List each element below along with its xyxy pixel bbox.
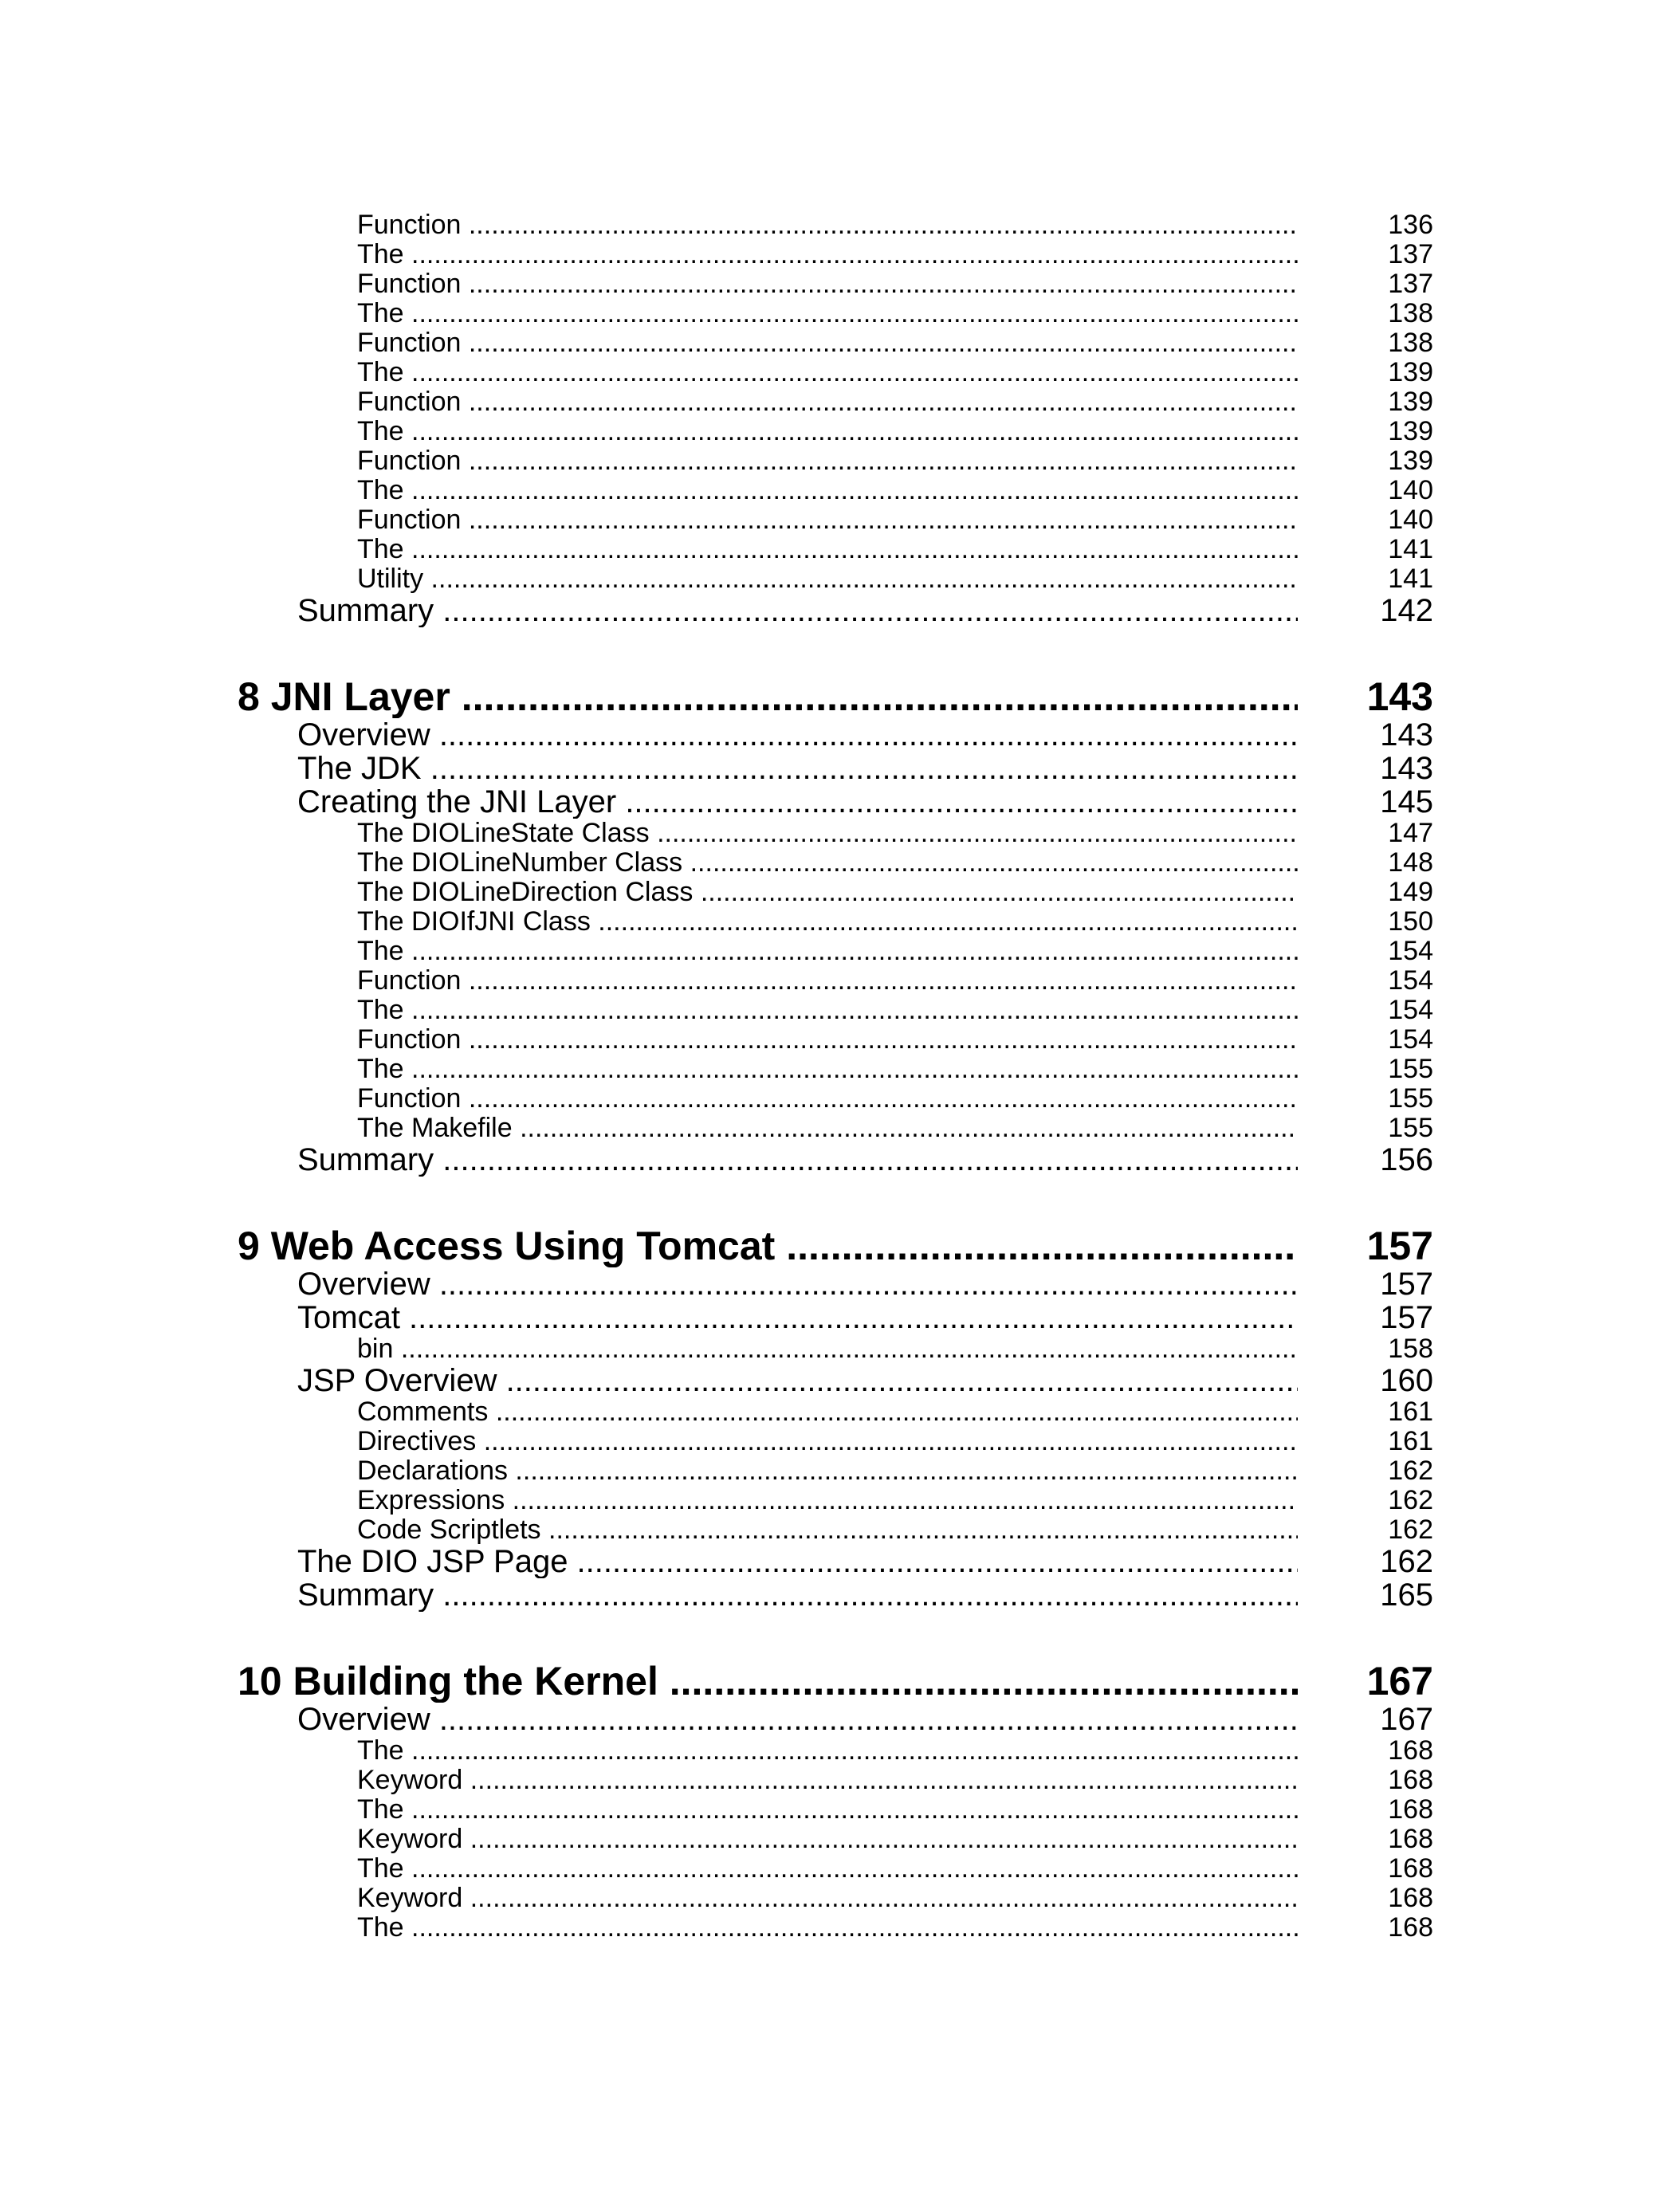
toc-subsection-entry[interactable]: [238, 269, 1433, 299]
toc-entry-page-number: 168: [1388, 1824, 1433, 1854]
toc-entry-title: Expressions .....: [357, 1486, 1298, 1515]
toc-entry-title: The DIOLineDirection Class .....: [357, 878, 1298, 907]
toc-entry-title: 10 Building the Kernel .....: [238, 1660, 1298, 1703]
toc-entry-page-number: 155: [1388, 1113, 1433, 1143]
toc-entry-title: Function .....: [357, 328, 1298, 358]
toc-subsection-entry[interactable]: [238, 1055, 1433, 1084]
toc-entry-page-number: 160: [1380, 1363, 1433, 1398]
toc-entry-title: Utility .....: [357, 564, 1298, 594]
toc-entry-title: Overview .....: [297, 1703, 1298, 1736]
toc-entry-page-number: 148: [1388, 847, 1433, 878]
toc-subsection-entry[interactable]: [238, 564, 1433, 594]
toc-subsection-entry[interactable]: [238, 1884, 1433, 1913]
toc-entry-title: The .....: [357, 1913, 1298, 1943]
toc-subsection-entry[interactable]: [238, 1486, 1433, 1515]
toc-subsection-entry[interactable]: [238, 1427, 1433, 1456]
toc-entry-title: Function .....: [357, 210, 1298, 240]
toc-entry-page-number: 149: [1388, 877, 1433, 907]
toc-entry-page-number: 157: [1380, 1300, 1433, 1335]
toc-entry-title: Keyword .....: [357, 1884, 1298, 1913]
toc-section-entry[interactable]: [238, 1143, 1433, 1177]
toc-entry-page-number: 141: [1388, 564, 1433, 594]
toc-entry-page-number: 139: [1388, 446, 1433, 476]
toc-entry-title: Function .....: [357, 1084, 1298, 1114]
toc-entry-page-number: 168: [1388, 1883, 1433, 1913]
toc-subsection-entry[interactable]: [238, 240, 1433, 269]
toc-entry-page-number: 168: [1388, 1765, 1433, 1795]
toc-entry-page-number: 143: [1380, 751, 1433, 786]
toc-entry-page-number: 138: [1388, 298, 1433, 328]
toc-entry-title: bin .....: [357, 1334, 1298, 1364]
toc-section-entry[interactable]: [238, 1703, 1433, 1736]
toc-entry-title: The DIOLineNumber Class .....: [357, 848, 1298, 878]
toc-entry-page-number: 168: [1388, 1853, 1433, 1884]
toc-entry-title: Creating the JNI Layer .....: [297, 785, 1298, 819]
toc-entry-page-number: 145: [1380, 784, 1433, 819]
toc-subsection-entry[interactable]: [238, 358, 1433, 387]
toc-entry-title: The .....: [357, 358, 1298, 387]
toc-section-entry[interactable]: [238, 594, 1433, 627]
toc-subsection-entry[interactable]: [238, 1825, 1433, 1854]
toc-entry-page-number: 158: [1388, 1334, 1433, 1364]
toc-chapter-entry[interactable]: [238, 675, 1433, 718]
toc-entry-title: Declarations .....: [357, 1456, 1298, 1486]
toc-entry-page-number: 154: [1388, 936, 1433, 966]
toc-section-entry[interactable]: [238, 785, 1433, 819]
toc-entry-title: The .....: [357, 937, 1298, 966]
toc-entry-title: Summary .....: [297, 1143, 1298, 1177]
toc-entry-title: The .....: [357, 535, 1298, 564]
toc-entry-page-number: 140: [1388, 505, 1433, 535]
toc-entry-page-number: 154: [1388, 965, 1433, 996]
toc-entry-title: Function .....: [357, 1025, 1298, 1055]
toc-subsection-entry[interactable]: [238, 476, 1433, 505]
toc-entry-title: Keyword .....: [357, 1825, 1298, 1854]
toc-chapter-entry[interactable]: [238, 1660, 1433, 1703]
toc-entry-title: Comments .....: [357, 1397, 1298, 1427]
toc-entry-page-number: 140: [1388, 475, 1433, 505]
toc-entry-page-number: 168: [1388, 1735, 1433, 1766]
toc-entry-page-number: 139: [1388, 416, 1433, 446]
toc-entry-title: Directives .....: [357, 1427, 1298, 1456]
toc-entry-page-number: 161: [1388, 1426, 1433, 1456]
toc-entry-page-number: 157: [1366, 1224, 1433, 1268]
toc-entry-page-number: 138: [1388, 328, 1433, 358]
toc-entry-page-number: 165: [1380, 1577, 1433, 1613]
toc-entry-page-number: 139: [1388, 387, 1433, 417]
toc-entry-title: Keyword .....: [357, 1766, 1298, 1795]
toc-entry-title: Function .....: [357, 966, 1298, 996]
toc-entry-page-number: 162: [1380, 1544, 1433, 1579]
toc-subsection-entry[interactable]: [238, 907, 1433, 937]
toc-entry-title: The .....: [357, 1736, 1298, 1766]
toc-subsection-entry[interactable]: [238, 210, 1433, 240]
toc-entry-page-number: 168: [1388, 1912, 1433, 1943]
toc-subsection-entry[interactable]: [238, 1766, 1433, 1795]
toc-subsection-entry[interactable]: [238, 819, 1433, 848]
toc-subsection-entry[interactable]: [238, 1795, 1433, 1825]
toc-entry-page-number: 168: [1388, 1794, 1433, 1825]
toc-entry-title: Overview .....: [297, 1267, 1298, 1301]
toc-subsection-entry[interactable]: [238, 1854, 1433, 1884]
toc-subsection-entry[interactable]: [238, 446, 1433, 476]
toc-entry-title: Function .....: [357, 269, 1298, 299]
toc-entry-title: Code Scriptlets .....: [357, 1515, 1298, 1545]
toc-subsection-entry[interactable]: [238, 535, 1433, 564]
toc-subsection-entry[interactable]: [238, 1456, 1433, 1486]
toc-entry-title: The DIOIfJNI Class .....: [357, 907, 1298, 937]
toc-entry-page-number: 161: [1388, 1397, 1433, 1427]
toc-entry-page-number: 136: [1388, 210, 1433, 240]
toc-entry-page-number: 141: [1388, 534, 1433, 564]
toc-subsection-entry[interactable]: [238, 1515, 1433, 1545]
toc-subsection-entry[interactable]: [238, 878, 1433, 907]
toc-entry-page-number: 147: [1388, 818, 1433, 848]
toc-entry-title: The .....: [357, 1854, 1298, 1884]
toc-entry-title: The .....: [357, 1795, 1298, 1825]
toc-entry-title: The .....: [357, 476, 1298, 505]
toc-section-entry[interactable]: [238, 1578, 1433, 1612]
toc-subsection-entry[interactable]: [238, 848, 1433, 878]
toc-subsection-entry[interactable]: [238, 937, 1433, 966]
toc-subsection-entry[interactable]: [238, 1736, 1433, 1766]
toc-entry-page-number: 155: [1388, 1083, 1433, 1114]
toc-subsection-entry[interactable]: [238, 328, 1433, 358]
toc-section-entry[interactable]: [238, 1364, 1433, 1397]
toc-entry-page-number: 162: [1388, 1515, 1433, 1545]
toc-entry-title: Function .....: [357, 387, 1298, 417]
toc-entry-title: Summary .....: [297, 1578, 1298, 1612]
toc-entry-title: 8 JNI Layer .....: [238, 675, 1298, 718]
toc-entry-title: The DIO JSP Page .....: [297, 1545, 1298, 1578]
toc-subsection-entry[interactable]: [238, 1913, 1433, 1943]
toc-chapter-entry[interactable]: [238, 1224, 1433, 1267]
toc-section-entry[interactable]: [238, 1267, 1433, 1301]
toc-subsection-entry[interactable]: [238, 996, 1433, 1025]
toc-entry-title: The .....: [357, 1055, 1298, 1084]
toc-entry-title: The .....: [357, 299, 1298, 328]
toc-entry-title: JSP Overview .....: [297, 1364, 1298, 1397]
toc-entry-page-number: 143: [1366, 674, 1433, 719]
toc-entry-page-number: 157: [1380, 1267, 1433, 1302]
toc-section-entry[interactable]: [238, 718, 1433, 752]
toc-subsection-entry[interactable]: [238, 966, 1433, 996]
toc-entry-title: Overview .....: [297, 718, 1298, 752]
toc-section-entry[interactable]: [238, 1545, 1433, 1578]
toc-subsection-entry[interactable]: [238, 417, 1433, 446]
toc-entry-title: 9 Web Access Using Tomcat .....: [238, 1224, 1298, 1267]
toc-entry-page-number: 137: [1388, 269, 1433, 299]
toc-subsection-entry[interactable]: [238, 1025, 1433, 1055]
toc-entry-title: Function .....: [357, 505, 1298, 535]
toc-entry-page-number: 156: [1380, 1142, 1433, 1177]
toc-entry-title: Summary .....: [297, 594, 1298, 627]
toc-entry-page-number: 155: [1388, 1054, 1433, 1084]
toc-entry-page-number: 154: [1388, 995, 1433, 1025]
toc-section-entry[interactable]: [238, 752, 1433, 785]
toc-entry-title: The .....: [357, 417, 1298, 446]
toc-subsection-entry[interactable]: [238, 299, 1433, 328]
toc-entry-page-number: 162: [1388, 1456, 1433, 1486]
toc-entry-page-number: 162: [1388, 1485, 1433, 1515]
toc-entry-page-number: 143: [1380, 717, 1433, 752]
toc-subsection-entry[interactable]: [238, 1397, 1433, 1427]
toc-subsection-entry[interactable]: [238, 387, 1433, 417]
toc-entry-title: The .....: [357, 240, 1298, 269]
toc-entry-page-number: 139: [1388, 357, 1433, 387]
toc-subsection-entry[interactable]: [238, 1334, 1433, 1364]
toc-entry-page-number: 137: [1388, 239, 1433, 269]
toc-entry-page-number: 167: [1366, 1659, 1433, 1703]
toc-subsection-entry[interactable]: [238, 1084, 1433, 1114]
toc-subsection-entry[interactable]: [238, 1114, 1433, 1143]
toc-entry-title: The DIOLineState Class .....: [357, 819, 1298, 848]
toc-entry-title: The JDK .....: [297, 752, 1298, 785]
toc-subsection-entry[interactable]: [238, 505, 1433, 535]
toc-entry-title: Tomcat .....: [297, 1301, 1298, 1334]
toc-entry-page-number: 167: [1380, 1702, 1433, 1737]
toc-entry-page-number: 142: [1380, 593, 1433, 628]
toc-entry-page-number: 150: [1388, 906, 1433, 937]
toc-entry-title: Function .....: [357, 446, 1298, 476]
toc-entry-page-number: 154: [1388, 1024, 1433, 1055]
toc-entry-title: The .....: [357, 996, 1298, 1025]
toc-section-entry[interactable]: [238, 1301, 1433, 1334]
toc-entry-title: The Makefile .....: [357, 1114, 1298, 1143]
